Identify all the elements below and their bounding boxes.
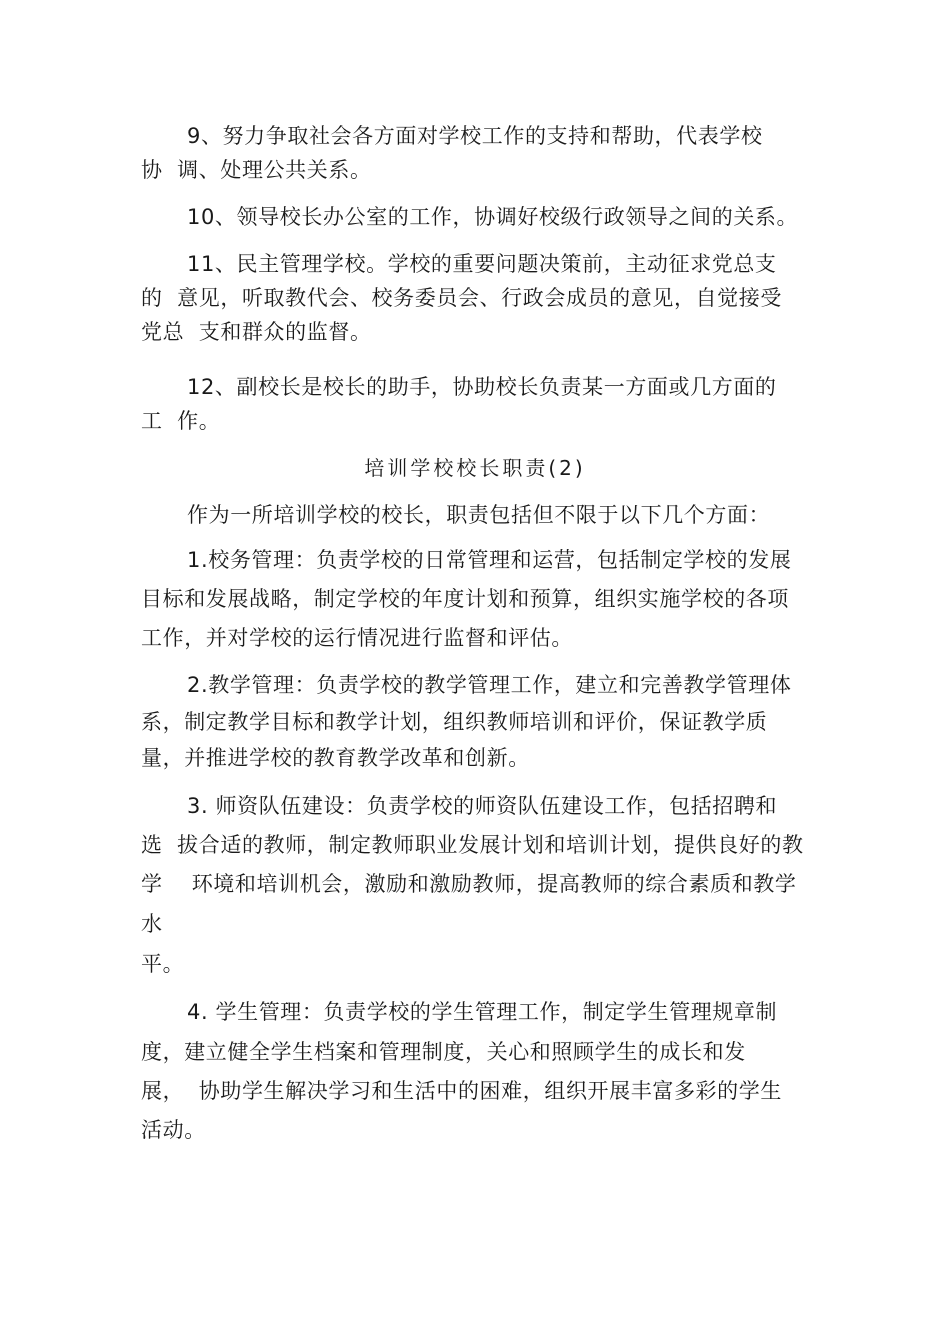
item-4-line-4: 活动。 — [141, 1118, 206, 1142]
item-4-line-3: 展， 协助学生解决学习和生活中的困难，组织开展丰富多彩的学生 — [141, 1079, 782, 1103]
item-1-line-3: 工作，并对学校的运行情况进行监督和评估。 — [141, 626, 573, 650]
paragraph-11-line-1: 11、民主管理学校。学校的重要问题决策前，主动征求党总支 — [187, 252, 777, 276]
paragraph-11-line-3: 党总 支和群众的监督。 — [141, 320, 372, 344]
item-2-line-1: 2.教学管理：负责学校的教学管理工作，建立和完善教学管理体 — [187, 673, 792, 697]
item-3-line-2: 选 拔合适的教师，制定教师职业发展计划和培训计划，提供良好的教 — [141, 833, 804, 857]
item-3-line-3: 学 环境和培训机会，激励和激励教师，提高教师的综合素质和教学 — [141, 872, 797, 896]
section-title: 培训学校校长职责(2) — [364, 456, 586, 480]
item-4-line-1: 4. 学生管理：负责学校的学生管理工作，制定学生管理规章制 — [187, 1000, 778, 1024]
intro-paragraph: 作为一所培训学校的校长，职责包括但不限于以下几个方面： — [187, 503, 771, 527]
item-3-line-1: 3. 师资队伍建设：负责学校的师资队伍建设工作，包括招聘和 — [187, 794, 778, 818]
paragraph-11-line-2: 的 意见，听取教代会、校务委员会、行政会成员的意见，自觉接受 — [141, 286, 782, 310]
item-2-line-2: 系，制定教学目标和教学计划，组织教师培训和评价，保证教学质 — [141, 710, 768, 734]
item-4-line-2: 度，建立健全学生档案和管理制度，关心和照顾学生的成长和发 — [141, 1040, 746, 1064]
item-1-line-2: 目标和发展战略，制定学校的年度计划和预算，组织实施学校的各项 — [141, 587, 789, 611]
item-2-line-3: 量，并推进学校的教育教学改革和创新。 — [141, 746, 530, 770]
item-3-line-4: 水 — [141, 912, 163, 936]
paragraph-9-line-1: 9、努力争取社会各方面对学校工作的支持和帮助，代表学校 — [187, 124, 763, 148]
paragraph-9-line-2: 协 调、处理公共关系。 — [141, 158, 372, 182]
paragraph-10-line-1: 10、领导校长办公室的工作，协调好校级行政领导之间的关系。 — [187, 205, 799, 229]
paragraph-12-line-1: 12、副校长是校长的助手，协助校长负责某一方面或几方面的 — [187, 375, 777, 399]
item-1-line-1: 1.校务管理：负责学校的日常管理和运营，包括制定学校的发展 — [187, 548, 792, 572]
item-3-line-5: 平。 — [141, 952, 185, 976]
paragraph-12-line-2: 工 作。 — [141, 409, 221, 433]
